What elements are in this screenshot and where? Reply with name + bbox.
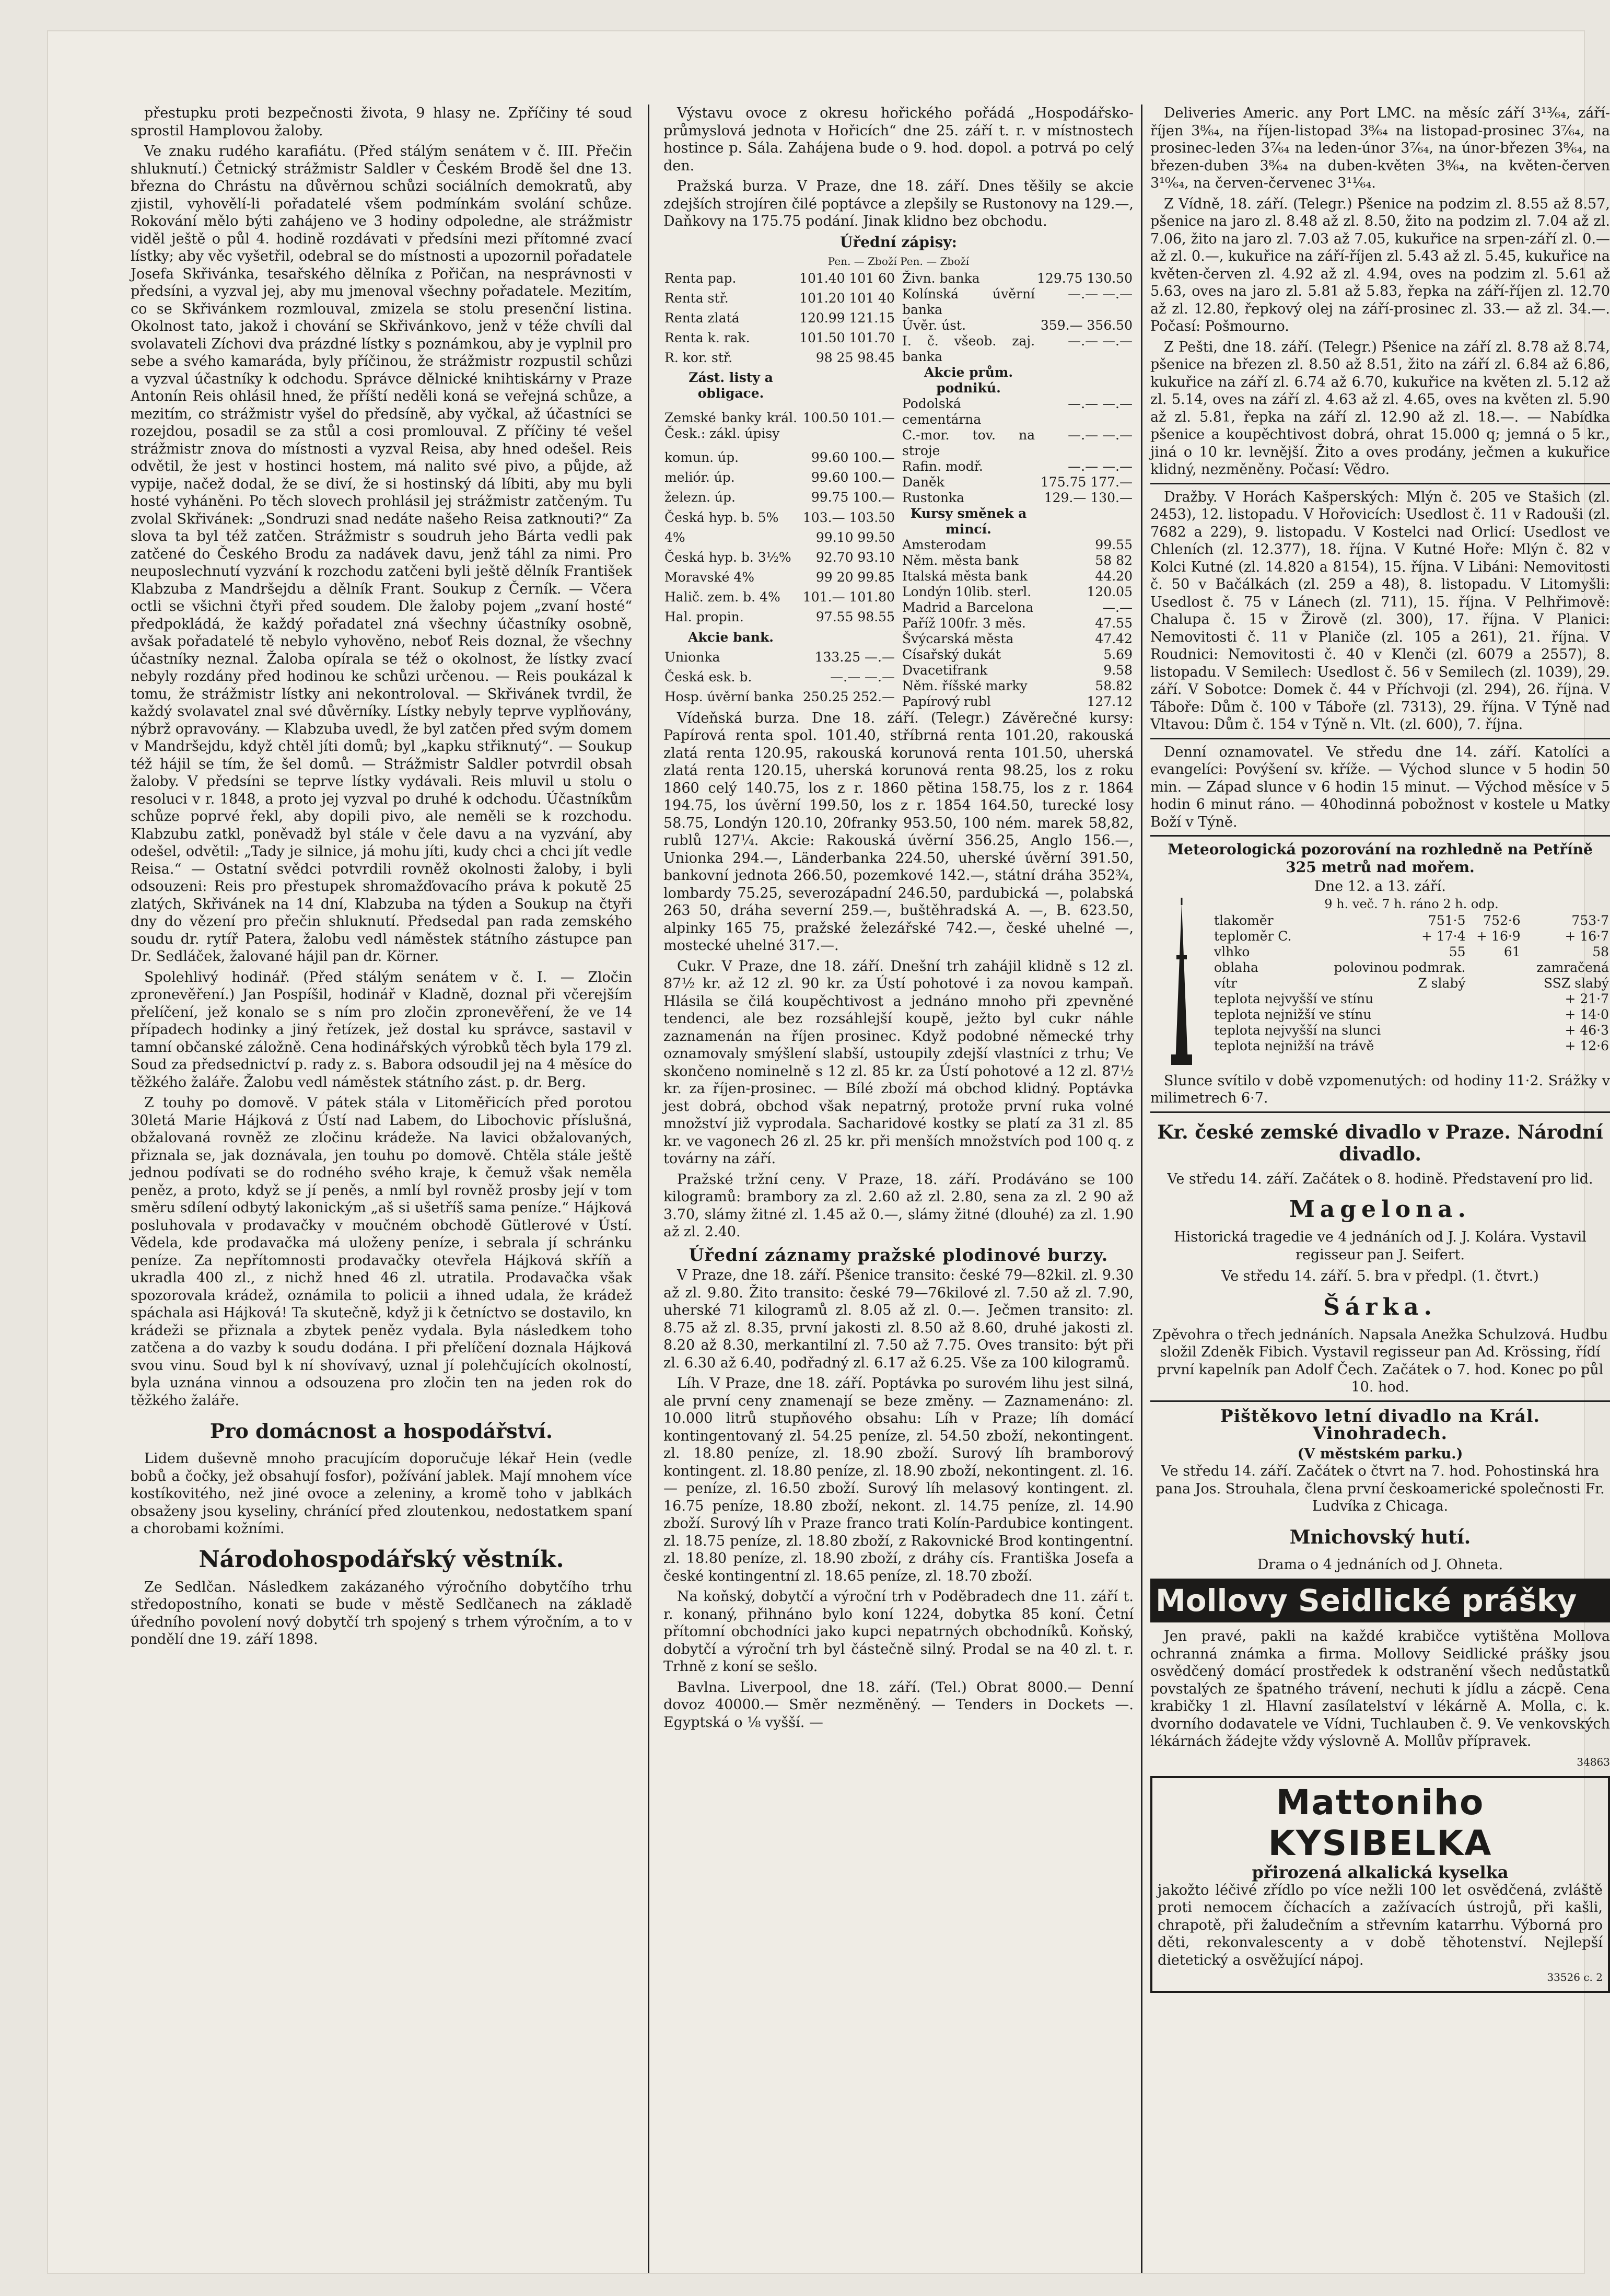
table-cell: 99.55 bbox=[1095, 537, 1133, 552]
table-cell: meliór. úp. bbox=[664, 470, 735, 485]
table-row bbox=[901, 474, 1134, 490]
table-cell: 100.50 101.— bbox=[802, 410, 895, 425]
table-cell: zamračená bbox=[1536, 960, 1609, 975]
table-cell: —.— —.— bbox=[1068, 458, 1133, 474]
article-paragraph: Pražské tržní ceny. V Praze, 18. září. Prodáváno se 100 kilogramů: brambory za zl. 2.60 až zl. 2.80, sena za zl. 2 90 až 3.70, slámy žitné zl. 1.45 až 0.—, slámy žitné (dlouhé) za zl. 1.90 až zl. 2.40. bbox=[663, 1171, 1134, 1240]
petrin-tower-icon bbox=[1150, 898, 1213, 1070]
play-title: Šárka. bbox=[1323, 1293, 1437, 1320]
article-paragraph: Ze Sedlčan. Následkem zakázaného výročního dobytčího trhu středopostního, konati se bude v městě Sedlčanech na základě úředního povolení nový dobytčí trh spojený s trhem výročním, a to v pondělí dne 19. září 1898. bbox=[131, 1579, 632, 1648]
article-paragraph: Denní oznamovatel. Ve středu dne 14. září. Katolíci a evangelíci: Povýšení sv. kříže. — Východ slunce v 5 hodin 50 min. — Západ slunce v 6 hodin 15 minut. — Východ měsíce v 5 hodin 6 minut ráno. — 40hodinná pobožnost v kostele u Matky Boží v Týně. bbox=[1150, 744, 1610, 830]
newspaper-page bbox=[48, 31, 1610, 2273]
article-paragraph: Z Pešti, dne 18. září. (Telegr.) Pšenice na září zl. 8.78 až 8.74, pšenice na březen zl. 8.50 až 8.51, žito na září zl. 6.84 až 6.86, kukuřice na září zl. 6.74 až 6.70, kukuřice na květen zl. 5.12 až zl. 5.14, oves na září zl. 4.63 až zl. 4.65, oves na květen zl. 5.90 až zl. 5.81, řepka na září zl. 12.90 až zl. 18.—. — Nabídka pšenice a koupěchtivost dobrá, ohrat 15.000 q; jemná o 5 kr., jiná o 10 kr. levnější. Žito a oves prodány, ječmen a kukuřice klidný, nezměněny. Počasí: Vědro. bbox=[1150, 339, 1610, 478]
article-paragraph: Na koňský, dobytčí a výroční trh v Poděbradech dne 11. září t. r. konaný, přihnáno bylo koní 1224, dobytka 85 koní. Četní přítomní obchodníci jako kupci nepatrných obchodníků. Koňský, dobytčí a výroční trh byl částečně silný. Prodal se na 40 zl. t. r. Trhně z koní se sešlo. bbox=[663, 1588, 1134, 1675]
table-cell: Amsterodam bbox=[902, 537, 987, 552]
table-cell: teplota nejvyšší ve stínu bbox=[1214, 991, 1374, 1006]
play-title: Magelona. bbox=[1289, 1196, 1471, 1223]
table-cell: Česká hyp. b. 5% bbox=[664, 509, 779, 525]
table-cell: Halič. zem. b. 4% bbox=[664, 589, 780, 605]
table-row bbox=[663, 650, 896, 669]
play-description: Historická tragedie ve 4 jednáních od J. J. Kolára. Vystavil regisseur pan J. Seifert. bbox=[1174, 1229, 1586, 1263]
table-cell: 9.58 bbox=[1103, 662, 1133, 678]
column-rule bbox=[648, 105, 649, 2273]
table-cell: —.— bbox=[1102, 599, 1133, 615]
table-cell: vítr bbox=[1214, 976, 1238, 991]
table-cell: 103.— 103.50 bbox=[802, 509, 895, 525]
table-cell: 58 82 bbox=[1095, 552, 1133, 568]
table-row bbox=[901, 553, 1134, 569]
table-row bbox=[901, 318, 1134, 333]
column-rule bbox=[1141, 105, 1142, 2273]
table-row bbox=[901, 333, 1134, 365]
table-cell: R. kor. stř. bbox=[664, 350, 733, 366]
meteo-table bbox=[1213, 913, 1610, 991]
table-cell bbox=[1467, 960, 1522, 976]
table-row bbox=[1213, 929, 1610, 944]
table-cell: —.— —.— bbox=[1068, 396, 1133, 411]
table-cell bbox=[798, 370, 896, 410]
table-cell: 175.75 177.— bbox=[1040, 474, 1133, 490]
advert-title: Mattoniho KYSIBELKA bbox=[1268, 1782, 1492, 1863]
table-row bbox=[1213, 976, 1610, 991]
table-cell: tlakoměr bbox=[1214, 913, 1274, 928]
table-cell: Dvacetifrank bbox=[902, 662, 988, 678]
table-row bbox=[901, 616, 1134, 631]
table-cell: polovinou podmrak. bbox=[1334, 960, 1466, 975]
theatre-heading: Kr. české zemské divadlo v Praze. Národní divadlo. bbox=[1157, 1121, 1603, 1165]
article-paragraph: Pražská burza. V Praze, dne 18. září. Dnes těšily se akcie zdejších strojíren čilé poptávce a zlepšily se Rustonovy na 129.—, Daňkovy na 175.75 podání. Jinak klidno bez obchodu. bbox=[663, 178, 1134, 229]
table-cell: komun. úp. bbox=[664, 450, 739, 466]
table-row bbox=[901, 286, 1134, 318]
table-cell: SSZ slabý bbox=[1544, 976, 1609, 991]
article-paragraph: Z Vídně, 18. září. (Telegr.) Pšenice na podzim zl. 8.55 až 8.57, pšenice na jaro zl. 8.48 až zl. 8.50, žito na podzim zl. 7.04 až zl. 7.06, žito na jaro zl. 7.03 až 7.05, kukuřice na srpen-září zl. 0.— až zl. 0.—, kukuřice na září-říjen zl. 5.43 až zl. 5.45, kukuřice na květen-červen zl. 4.92 až zl. 4.94, oves na podzim zl. 5.61 až 5.63, oves na jaro zl. 5.81 až 5.83, řepka na září-říjen zl. 12.70 až zl. 12.80, řepkový olej na září-prosinec zl. 33.— až zl. 34.—. Počasí: Pošmourno. bbox=[1150, 195, 1610, 334]
table-cell bbox=[798, 630, 896, 650]
table-cell: 120.99 121.15 bbox=[799, 310, 895, 326]
table-row bbox=[663, 291, 896, 310]
table-cell: 99.60 100.— bbox=[811, 470, 895, 485]
article-paragraph: Dražby. V Horách Kašperských: Mlýn č. 205 ve Stašich (zl. 2453), 12. listopadu. V Hořovicích: Usedlost č. 11 v Radouši (zl. 7682 a 229), 9. listopadu. V Kostelci nad Orlicí: Usedlost ve Chleních (zl. 12.377), 18. října. V Kutné Hoře: Mlýn č. 82 v Kolci Kutné (zl. 14.820 a 8154), 15. října. V Libáni: Nemovitosti č. 50 v Bačálkách (zl. 259 a 48), 8. listopadu. V Litomyšli: Usedlost č. 75 v Lánech (zl. 711), 15. října. V Pelhřimově: Chalupa č. 15 v Žirově (zl. 300), 17. října. V Planici: Nemovitosti č. 11 v Planiče (zl. 105 a 261), 21. října. V Roudnici: Nemovitosti č. 40 v Klenči (zl. 6079 a 2557), 8. listopadu. V Semilech: Usedlost č. 56 v Semilech (zl. 1039), 29. září. V Sobotce: Domek č. 44 v Příchvoji (zl. 294), 26. října. V Táboře: Dům č. 100 v Táboře (zl. 7313), 29. října. V Týně nad Vltavou: Dům č. 154 v Týně n. Vlt. (zl. 600), 7. října. bbox=[1150, 489, 1610, 733]
stock-table bbox=[663, 271, 1134, 710]
theatre-subheading: (V městském parku.) bbox=[1297, 1445, 1463, 1462]
table-row bbox=[663, 410, 896, 450]
table-cell: Madrid a Barcelona bbox=[902, 599, 1034, 615]
table-cell: + 46·3 bbox=[1565, 1023, 1609, 1038]
table-row bbox=[901, 427, 1134, 459]
table-cell: 127.12 bbox=[1087, 693, 1133, 709]
article-paragraph: Ve znaku rudého karafiátu. (Před stálým senátem v č. III. Přečin shluknutí.) Četnický strážmistr Saldler v Českém Brodě šel dne 13. března do Chrástu na důvěrnou schůzi sociálních demokratů, aby zjistil, vyhovělí-li pořadatelé všem podmínkám svolání schůze. Rokování mělo býti zahájeno ve 3 hodiny odpoledne, ale strážmistr viděl ještě o půl 4. hodině rozdávati v předsíni mezi přítomné zvací lístky; aby věc vyšetřil, odebral se do místnosti a upozornil pořadatele Josefa Skřivánka, tesařského dělníka z Pořičan, na nesprávnosti v předsíni, a vyzval jej, aby mu jmenoval všechny pořadatele. Mezitím, co se Skřivánkem rozmlouval, zmizela se stolu presenční listina. Okolnost tato, jakož i chování se Skřivánkovo, jenž v téže chvíli dal svolavateli Zíchovi dva prázdné lístky s poznámkou, aby je vyplnil pro sebe a svého kamaráda, byly příčinou, že strážmistr rozpustil schůzi a vyzval účastníky k odchodu. Správce dělnické knihtiskárny v Praze Antonín Reis ohlásil hned, že příští neděli koná se veřejná schůze, a mezitím, co strážmistr vyšel do předsíně, aby vyčkal, až účastníci se rozejdou, posadil se za stůl a cosi promlouval. Z příčiny té vešel strážmistr znova do místnosti a vyzval Reisa, aby hned odešel. Reis odvětil, že jest v hostinci hostem, má nalito své pivo, a půjde, až vypije, načež dodal, že se diví, že si hostinský dá líbiti, aby mu byli hosté vyháněni. Po těch slovech prohlásil jej strážmistr zatčeným. Tu zvolal Skřivánek: „Sondruzi snad nedáte našeho Reisa zatknouti?“ Za slova ta byl též zatčen. Strážmistr s soudruh jeho Bárta vedli pak zatčené do Českého Brodu za nadávek davu, jenž táhl za nimi. Pro neuposlechnutí vyzvání k rozchodu zatčeni byli ještě dělník František Klabzuba z Mandršejdu a dělník Frant. Soukup z Černík. — Včera octli se všichni čtyři před soudem. Dle žaloby pojem „zvaní hosté“ předpokládá, že každý pořadatel zná všechny účastníky osobně, avšak pořadatelé tě nebylo vyhověno, neboť Reis doznal, že všechny účastníky neznal. Žaloba opírala se též o okolnost, že lístky zvací nebyly rozdány před hodinou ke schůzi určenou. — Reis poukázal k tomu, že strážmistr lístky ani nekontroloval. — Skřivánek tvrdil, že každý svolavatel znal své důvěrníky. Lístky nebyly teprve vyplňovány, nýbrž opravovány. — Klabzuba uvedl, že byl zatčen před svým domem v Mandršejdu, když chtěl jíti domů; byl „kapku střiknutý“. — Soukup též hájil se tím, že šel domů. — Strážmistr Saldler potvrdil obsah žaloby. V předsíni se teprve lístky vydávali. Reis mluvil u stolu o resoluci v r. 1848, a proto jej vyzval po druhé k odchodu. Účastníkům schůze poprvé řekl, aby dopili pivo, ale neměli se k rozchodu. Klabzubu zatkl, poněvadž byl stále v čele davu a na vyzvání, aby odešel, odvětil: „Tady je silnice, já mohu jíti, kudy chci a chci jít vedle Reisa.“ — Ostatní svědci potvrdili rovněž okolnosti žaloby, i byli odsouzeni: Reis pro přestupek shromažďovacího práva k pokutě 25 zlatých, Skřivánek na 14 dní, Klabzuba na týden a Soukup na čtyři dny do vězení pro přečin shluknutí. Předsedal pan rada zemského soudu dr. rytíř Patera, žalobu vedl náměstek státního zástupce pan Dr. Sedláček, žalované hájil pan dr. Körner. bbox=[131, 143, 632, 965]
stock-table-right bbox=[901, 271, 1134, 710]
table-row bbox=[901, 490, 1134, 506]
table-cell: Něm. říšské marky bbox=[902, 678, 1028, 693]
table-row bbox=[1213, 991, 1610, 1007]
table-cell: Česká esk. b. bbox=[664, 669, 752, 685]
table-cell: Rustonka bbox=[902, 490, 965, 505]
table-row bbox=[901, 396, 1134, 427]
table-cell: —.— —.— bbox=[1068, 427, 1133, 443]
article-paragraph: Výstavu ovoce z okresu hořického pořádá „Hospodářsko-průmyslová jednota v Hořicích“ dne 25. září t. r. v místnostech hostince p. Sála. Zahájena bude o 9. hod. dopol. a potrvá po celý den. bbox=[663, 105, 1134, 174]
column-1 bbox=[131, 105, 632, 2273]
table-cell: teplota nejnižší ve stínu bbox=[1214, 1007, 1372, 1022]
table-cell: Papírový rubl bbox=[902, 693, 991, 709]
table-row bbox=[901, 506, 1134, 537]
table-cell: 99 20 99.85 bbox=[815, 570, 895, 585]
theatre-heading: Pištěkovo letní divadlo na Král. Vinohradech. bbox=[1220, 1405, 1541, 1443]
table-cell: 47.42 bbox=[1095, 631, 1133, 646]
table-row bbox=[663, 589, 896, 609]
table-cell: oblaha bbox=[1214, 960, 1258, 975]
table-cell bbox=[1467, 976, 1522, 991]
table-cell: Kursy směnek a mincí. bbox=[910, 505, 1027, 537]
meteo-footer: Slunce svítilo v době vzpomenutých: od hodiny 11·2. Srážky v milimetrech 6·7. bbox=[1150, 1072, 1610, 1106]
table-cell: Renta pap. bbox=[664, 270, 737, 286]
table-cell: + 16·7 bbox=[1565, 929, 1609, 944]
table-cell: I. č. všeob. zaj. banka bbox=[902, 333, 1035, 364]
article-paragraph: Spolehlivý hodinář. (Před stálým senátem v č. I. — Zločin zpronevěření.) Jan Pospíšil, hodinář v Kladně, doznal při včerejším přelíčení, jež konalo se s ním pro zločin zpronevěření, že ve 14 případech hodinky a jiný řetízek, jež dostal ku správce, sastavil v tamní občanské záložně. Cena hodinářských výrobků těch byla 179 zl. Soud za předsednictví p. rady z. s. Babora odsoudil jej na 4 měsíce do těžkého žaláře. Žalobu vedl náměstek státního zást. p. dr. Berg. bbox=[131, 969, 632, 1091]
table-cell: Z slabý bbox=[1418, 976, 1466, 991]
table-cell: Akcie prům. podnikú. bbox=[924, 364, 1013, 396]
article-paragraph: Lidem duševně mnoho pracujícím doporučuje lékař Hein (vedle bobů a čočky, jež obsahují fosfor), požívání jablek. Mají mnohem více kostíkovitého, než jiné ovoce a zeleniny, a kromě toho v jablkách obsaženy jsou kyseliny, chránící před zloutenkou, nedostatkem spaní a chorobami kožními. bbox=[131, 1451, 632, 1537]
meteo-block bbox=[1150, 896, 1610, 1072]
meteo-date: Dne 12. a 13. září. bbox=[1314, 878, 1446, 895]
table-row bbox=[901, 694, 1134, 710]
table-row bbox=[663, 570, 896, 589]
table-row bbox=[901, 584, 1134, 600]
table-cell: 92.70 93.10 bbox=[815, 549, 895, 565]
table-row bbox=[1213, 944, 1610, 960]
table-row bbox=[901, 569, 1134, 584]
article-paragraph: Deliveries Americ. any Port LMC. na měsíc září 3¹³⁄₆₄, září-říjen 3⁸⁄₆₄, na říjen-listopad 3⁸⁄₆₄ na listopad-prosinec 3⁷⁄₆₄, na prosinec-leden 3⁷⁄₆₄ na leden-únor 3⁷⁄₆₄, na únor-březen 3⁸⁄₆₄, na březen-duben 3⁸⁄₆₄ na duben-květen 3⁸⁄₆₄, na květen-červen 3¹⁰⁄₆₄, na červen-červenec 3¹¹⁄₆₄. bbox=[1150, 105, 1610, 191]
table-row bbox=[901, 600, 1134, 616]
table-row bbox=[901, 537, 1134, 553]
table-row bbox=[663, 530, 896, 550]
table-cell: 58.82 bbox=[1095, 678, 1133, 693]
table-header: Pen. — Zboží Pen. — Zboží bbox=[827, 255, 970, 268]
table-cell: + 12·6 bbox=[1565, 1038, 1609, 1053]
play-title: Mnichovský hutí. bbox=[1289, 1526, 1471, 1548]
table-cell: Zást. listy a obligace. bbox=[689, 370, 773, 401]
column-3 bbox=[1150, 105, 1610, 2273]
section-heading: Pro domácnost a hospodářství. bbox=[209, 1419, 553, 1443]
table-cell: Renta zlatá bbox=[664, 310, 740, 326]
section-heading: Národohospodářský věstník. bbox=[199, 1546, 564, 1573]
table-cell: 101.40 101 60 bbox=[799, 270, 895, 286]
table-cell: teplota nejvyšší na slunci bbox=[1214, 1023, 1381, 1038]
table-cell: 753·7 bbox=[1571, 913, 1609, 928]
article-paragraph: Bavlna. Liverpool, dne 18. září. (Tel.) Obrat 8000.— Denní dovoz 40000.— Směr nezměněný. — Tenders in Dockets —. Egyptská o ⅛ vyšší. — bbox=[663, 1679, 1134, 1731]
table-cell: Něm. města bank bbox=[902, 552, 1019, 568]
table-cell: 61 bbox=[1503, 944, 1521, 959]
table-cell: —.— —.— bbox=[1068, 286, 1133, 302]
table-row bbox=[663, 550, 896, 570]
table-cell: Londýn 10lib. sterl. bbox=[902, 584, 1032, 599]
table-cell: Živn. banka bbox=[902, 270, 980, 286]
section-heading: Úřední záznamy pražské plodinové burzy. bbox=[689, 1244, 1109, 1265]
divider bbox=[1150, 835, 1610, 837]
table-cell: Úvěr. úst. bbox=[902, 317, 966, 333]
table-cell: železn. úp. bbox=[664, 490, 736, 505]
table-cell bbox=[1036, 365, 1134, 396]
article-paragraph: Vídeňská burza. Dne 18. září. (Telegr.) Závěrečné kursy: Papírová renta spol. 101.40, stříbrná renta 101.20, rakouská zlatá renta 120.95, rakouská korunová renta 101.50, uherská zlatá renta 120.15, uherská korunová renta 98.25, los z roku 1860 celý 140.75, los z r. 1860 pětina 158.75, los z r. 1864 194.75, los úvěrní 199.50, los z r. 1854 164.50, turecké losy 58.75, Londýn 120.10, 20franky 953.50, 100 ném. marek 58,82, rublů 127¼. Akcie: Rakouská úvěrní 356.25, Anglo 156.—, Unionka 294.—, Länderbanka 224.50, uherské úvěrní 391.50, bankovní jednota 266.50, pozemkové 142.—, státní dráha 352¾, lombardy 75.25, severozápadní 246.50, pardubická —, polabská 263 50, dráha severní 259.—, buštěhradská A. —, B. 623.50, alpinky 165 75, pražské železářské 742.—, české uhelné —, mostecké uhelné 317.—. bbox=[663, 710, 1134, 954]
article-paragraph: Líh. V Praze, dne 18. září. Poptávka po surovém lihu jest silná, ale první ceny znamenají se beze změny. — Zaznamenáno: zl. 10.000 litrů stupňového obsahu: Líh v Praze; líh domácí kontingentovaný zl. 54.25 peníze, zl. 54.50 zboží, nekontingent. zl. 18.80 peníze, zl. 18.90 zboží. Surový líh bramborový kontingent. zl. 18.80 peníze, zl. 18.90 zboží, nekontingent. zl. 16.— peníze, zl. 16.50 zboží. Surový líh melasový kontingent. zl. 16.75 peníze, 18.80 zboží, nekont. zl. 14.75 peníze, zl. 14.90 zboží. Surový líh v Praze franco trati Kolín-Pardubice kontingent. zl. 18.75 peníze, zl. 18.80 zboží, z Rakovnické Brod kontingentní. zl. 18.80 peníze, zl. 18.90 zboží, z dráhy cís. Františka Josefa a české kontingentní zl. 18.65 peníze, zl. 18.70 zboží. bbox=[663, 1375, 1134, 1584]
table-cell bbox=[1036, 506, 1134, 537]
table-title: Úřední zápisy: bbox=[840, 233, 957, 251]
divider bbox=[1150, 1111, 1610, 1113]
table-cell: Švýcarská města bbox=[902, 631, 1014, 646]
table-row bbox=[1213, 913, 1610, 929]
table-cell: Zemské banky král. Česk.: zákl. úpisy bbox=[664, 410, 798, 441]
article-paragraph: Cukr. V Praze, dne 18. září. Dnešní trh zahájil klidně s 12 zl. 87½ kr. až 12 zl. 90 kr. za Ústí pohotové i za novou kampaň. Hlásila se čilá koupěchtivost a jednáno mnoho při zpevněné tendenci, ale bez rozsáhlejší koupě, ježto byl cukr náhle zaznamenán na říjen prosinec. Když podobné německé trhy oznamovaly smýšlení slabší, ustoupily zdejší vlastníci z trhu; Ve skončeno nominelně s 12 zl. 85 kr. za Ústí pohotové a 12 zl. 87½ kr. za říjen-prosinec. — Bílé zboží má obchod klidný. Poptávka jest dobrá, obchod však nepatrný, protože první ruka volné množství již vyprodala. Sacharidové kostky se platí za 31 zl. 85 kr. ve vagonech 26 zl. 25 kr. při menších množstvích pod 100 q. z továrny na září. bbox=[663, 958, 1134, 1167]
meteo-heading: Meteorologická pozorování na rozhledně na Petříně 325 metrů nad mořem. bbox=[1168, 841, 1593, 876]
table-cell: 99.60 100.— bbox=[811, 450, 895, 466]
table-cell: 120.05 bbox=[1087, 584, 1133, 599]
table-row bbox=[663, 490, 896, 509]
divider bbox=[1150, 1400, 1610, 1402]
advert-number: 34863 bbox=[1577, 1755, 1610, 1768]
table-row bbox=[901, 365, 1134, 396]
theatre-info: Ve středu 14. září. Začátek o čtvrt na 7. hod. Pohostinská hra pana Jos. Strouhala, člena první českoamerické společnosti Fr. Ludvíka z Chicaga. bbox=[1156, 1463, 1605, 1514]
table-cell: Kolínská úvěrní banka bbox=[902, 286, 1035, 317]
advert-subtitle: přirozená alkalická kyselka bbox=[1252, 1862, 1509, 1882]
table-cell: + 16·9 bbox=[1476, 929, 1521, 944]
table-cell: —.— —.— bbox=[1068, 333, 1133, 349]
stock-table-left bbox=[663, 271, 896, 710]
table-cell: C.-mor. tov. na stroje bbox=[902, 427, 1035, 458]
table-cell: Renta stř. bbox=[664, 290, 729, 306]
theatre-info: Ve středu 14. září. 5. bra v předpl. (1. čtvrt.) bbox=[1221, 1268, 1539, 1284]
table-row bbox=[663, 310, 896, 330]
advert-text: Jen pravé, pakli na každé krabičce vytištěna Mollova ochranná známka a firma. Mollovy Seidlické prášky jsou osvědčený domácí prostředek k odstranění všech nedůstatků povstalých ze špatného trávení, nechuti k jídlu a zácpě. Cena krabičky 1 zl. Hlavní zasílatelství v lékárně A. Molla, c. k. dvorního dodavatele ve Vídni, Tuchlauben č. 9. Ve venkovských lékárnách žádejte vždy výslovně A. Mollův přípravek. bbox=[1150, 1628, 1610, 1749]
table-cell: —.— —.— bbox=[830, 669, 895, 685]
table-row bbox=[663, 689, 896, 709]
table-cell: Daněk bbox=[902, 474, 944, 490]
table-cell: Akcie bank. bbox=[688, 629, 774, 645]
table-cell: 99.10 99.50 bbox=[815, 529, 895, 545]
table-cell: Hal. propin. bbox=[664, 609, 744, 625]
article-paragraph: Z touhy po domově. V pátek stála v Litoměřicích před porotou 30letá Marie Hájková z Ústí nad Labem, do Libochovic příslušná, obžalovaná rovněž ze zločinu krádeže. Na lavici obžalovaných, přiznala se, jak doznávala, jen touhu po domově. Chtěla stále ještě jednou podívati se do rodného svého kraje, k čemuž však neměla peněz, a proto, když se jí peněs, a nmlí byl rovněž prosby její v tom směru sdílení odbytý lakonickým „aš si ušetříš sama peníze.“ Hájková posluhovala v prodavačky v moučném obchodě Gütlerové v Ústí. Vědela, kde prodavačka má uloženy peníze, i sebrala jí schránku peníze. Za nepřítomnosti prodavačky otevřela Hájková skříň a ukradla 400 zl., z nichž hned 46 zl. utratila. Prodavačka však spozorovala krádež, oznámila to policii a ihned udala, že krádež spáchala asi Hájková! Ta skutečně, když ji k četníctvo se dostavilo, kn krádeži se přiznala a zbytek peněz vydala. Byla následkem toho zatčena a do vazby k soudu dodána. I při přelíčení doznala Hájková svou vinu. Soud byl k ní shovívavý, uznal jí polehčujících okolností, byla uznána vinnou a odsouzena pro zločin ten na jeden rok do těžkého žaláře. bbox=[131, 1095, 632, 1409]
table-cell: Rafin. modř. bbox=[902, 458, 983, 474]
meteo-columns: 9 h. več. 7 h. ráno 2 h. odp. bbox=[1324, 896, 1499, 911]
table-cell: + 21·7 bbox=[1565, 991, 1609, 1006]
advert-box bbox=[1150, 1776, 1610, 1993]
table-cell: Hosp. úvěrní banka bbox=[664, 689, 794, 705]
table-cell: 752·6 bbox=[1483, 913, 1521, 928]
table-cell: + 17·4 bbox=[1421, 929, 1466, 944]
table-cell: Moravské 4% bbox=[664, 570, 755, 585]
table-cell: 751·5 bbox=[1428, 913, 1466, 928]
table-row bbox=[1213, 1038, 1610, 1054]
table-cell: teploměr C. bbox=[1214, 929, 1292, 944]
table-cell: 4% bbox=[664, 529, 685, 545]
table-row bbox=[901, 459, 1134, 474]
theatre-info: Ve středu 14. září. Začátek o 8. hodině. Představení pro lid. bbox=[1167, 1170, 1593, 1187]
table-cell: teplota nejnižší na trávě bbox=[1214, 1038, 1374, 1053]
table-cell: 101.50 101.70 bbox=[799, 330, 895, 346]
table-cell: Císařský dukát bbox=[902, 646, 1001, 662]
table-row bbox=[663, 470, 896, 490]
table-row bbox=[901, 678, 1134, 694]
table-cell: 98 25 98.45 bbox=[815, 350, 895, 366]
table-cell: 101.20 101 40 bbox=[799, 290, 895, 306]
table-row bbox=[663, 370, 896, 410]
table-cell: 133.25 —.— bbox=[814, 649, 895, 665]
article-paragraph: přestupku proti bezpečnosti života, 9 hlasy ne. Zpříčiny té soud sprostil Hamplovou žaloby. bbox=[131, 105, 632, 139]
table-cell: 55 bbox=[1449, 944, 1466, 959]
table-row bbox=[901, 647, 1134, 663]
table-row bbox=[663, 450, 896, 470]
table-cell: 250.25 252.— bbox=[802, 689, 895, 705]
table-cell: Unionka bbox=[664, 649, 720, 665]
table-cell: 97.55 98.55 bbox=[815, 609, 895, 625]
column-2 bbox=[663, 105, 1134, 2273]
table-cell: 58 bbox=[1592, 944, 1609, 959]
advert-number: 33526 c. 2 bbox=[1547, 1971, 1603, 1984]
table-row bbox=[901, 663, 1134, 678]
table-row bbox=[663, 669, 896, 689]
table-row bbox=[1213, 960, 1610, 976]
table-cell: 5.69 bbox=[1103, 646, 1133, 662]
advert-banner: Mollovy Seidlické prášky bbox=[1150, 1579, 1610, 1622]
table-row bbox=[663, 271, 896, 291]
table-row bbox=[663, 609, 896, 629]
article-paragraph: V Praze, dne 18. září. Pšenice transito: české 79—82kil. zl. 9.30 až zl. 9.80. Žito transito: české 79—76kilové zl. 7.50 až zl. 7.90, uherské 71 kilogramů zl. 8.05 až zl. 0.—. Ječmen transito: zl. 8.75 až zl. 8.35, první jakosti zl. 8.50 až 8.60, druhé jakosti zl. 8.20 až 8.30, merkantilní zl. 7.50 až 7.75. Oves transito: být při zl. 6.30 až 6.40, podřadný zl. 6.17 až 6.25. Vše za 100 kilogramů. bbox=[663, 1267, 1134, 1371]
table-cell: 101.— 101.80 bbox=[802, 589, 895, 605]
table-cell: Italská města bank bbox=[902, 568, 1028, 584]
table-row bbox=[1213, 1023, 1610, 1038]
table-cell: Podolská cementárna bbox=[902, 396, 982, 427]
table-cell: Česká hyp. b. 3½% bbox=[664, 549, 791, 565]
table-cell: + 14·0 bbox=[1565, 1007, 1609, 1022]
table-row bbox=[1213, 1007, 1610, 1023]
table-row bbox=[663, 510, 896, 530]
table-cell: 44.20 bbox=[1095, 568, 1133, 584]
play-description: Drama o 4 jednáních od J. Ohneta. bbox=[1257, 1556, 1503, 1573]
table-cell: 99.75 100.— bbox=[811, 490, 895, 505]
table-cell: 359.— 356.50 bbox=[1040, 317, 1133, 333]
table-row bbox=[663, 350, 896, 370]
table-cell: Renta k. rak. bbox=[664, 330, 750, 346]
meteo-extra-table bbox=[1213, 991, 1610, 1054]
play-description: Zpěvohra o třech jednáních. Napsala Anežka Schulzová. Hudbu složil Zdeněk Fibich. Vystavil regisseur pan Ad. Krössing, řídí první kapelník pan Adolf Čech. Začátek o 7. hod. Konec po půl 10. hod. bbox=[1152, 1326, 1608, 1395]
table-cell: vlhko bbox=[1214, 944, 1250, 959]
table-cell: Paříž 100fr. 3 měs. bbox=[902, 615, 1026, 631]
table-cell: 129.75 130.50 bbox=[1037, 270, 1133, 286]
table-row bbox=[663, 630, 896, 650]
table-cell: 129.— 130.— bbox=[1044, 490, 1133, 505]
table-row bbox=[901, 631, 1134, 647]
divider bbox=[1150, 738, 1610, 739]
table-row bbox=[663, 330, 896, 350]
table-row bbox=[901, 271, 1134, 286]
table-cell: 47.55 bbox=[1095, 615, 1133, 631]
advert-text: jakožto léčivé zřídlo po více nežli 100 let osvědčená, zvláště proti nemocem číchacích a zažívacích ústrojů, při kašli, chrapotě, při žaludečním a střevním katarrhu. Výborná pro děti, rekonvalescenty a v době těhotenství. Nejlepší dietetický a osvěžující nápoj. bbox=[1158, 1882, 1603, 1968]
divider bbox=[1150, 483, 1610, 484]
